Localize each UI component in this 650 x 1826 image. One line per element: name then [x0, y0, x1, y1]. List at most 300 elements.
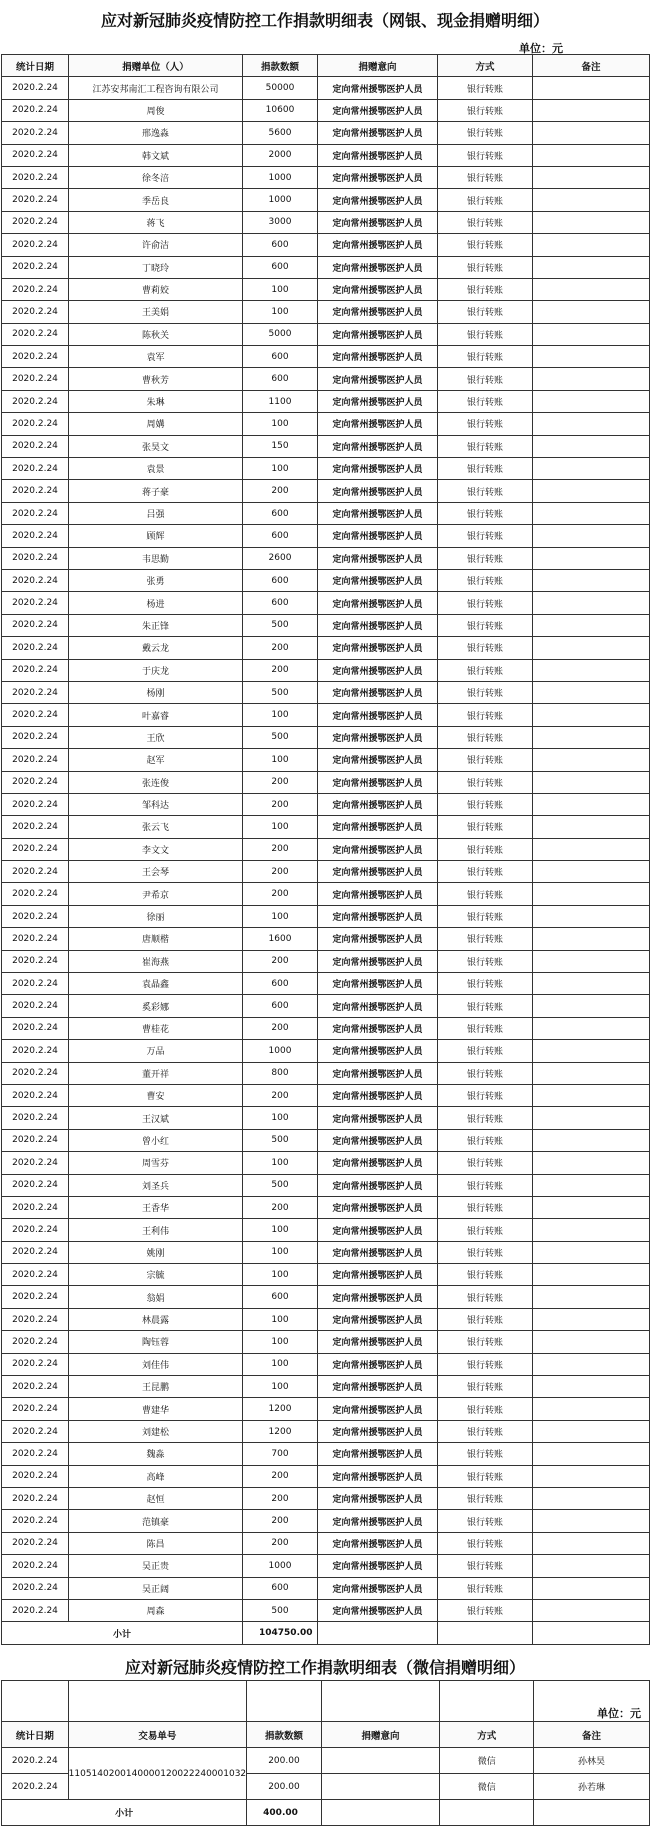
cell-intent: 定向常州援鄂医护人员 — [318, 323, 438, 345]
cell-amount: 100 — [243, 704, 318, 726]
cell-date: 2020.2.24 — [2, 368, 69, 390]
cell-donor: 王香华 — [69, 1196, 243, 1218]
cell-donor: 陈昌 — [69, 1532, 243, 1554]
cell-amount: 100 — [243, 1264, 318, 1286]
cell-date: 2020.2.24 — [2, 144, 69, 166]
table-row — [2, 1264, 650, 1286]
table-row — [2, 323, 650, 345]
cell-note — [533, 390, 650, 412]
table-row — [2, 1443, 650, 1465]
cell-date: 2020.2.24 — [2, 1241, 69, 1263]
cell-method: 银行转账 — [438, 1219, 533, 1241]
cell-date: 2020.2.24 — [2, 1398, 69, 1420]
cell-intent: 定向常州援鄂医护人员 — [318, 1577, 438, 1599]
cell-method: 银行转账 — [438, 1196, 533, 1218]
column-header: 捐赠单位（人） — [69, 55, 243, 77]
table-row — [2, 99, 650, 121]
cell-note — [533, 458, 650, 480]
cell-intent: 定向常州援鄂医护人员 — [318, 346, 438, 368]
cell-method: 银行转账 — [438, 256, 533, 278]
cell-method: 银行转账 — [438, 950, 533, 972]
table-row — [2, 861, 650, 883]
cell-amount: 50000 — [243, 77, 318, 99]
cell-method: 银行转账 — [438, 77, 533, 99]
cell-method: 银行转账 — [438, 1040, 533, 1062]
cell-method: 银行转账 — [438, 659, 533, 681]
table-row — [2, 1196, 650, 1218]
table-row — [2, 1084, 650, 1106]
cell-intent: 定向常州援鄂医护人员 — [318, 1084, 438, 1106]
cell-donor: 曹桂花 — [69, 1017, 243, 1039]
cell-intent: 定向常州援鄂医护人员 — [318, 637, 438, 659]
cell-intent: 定向常州援鄂医护人员 — [318, 1599, 438, 1621]
cell-intent: 定向常州援鄂医护人员 — [318, 1465, 438, 1487]
cell-intent: 定向常州援鄂医护人员 — [318, 122, 438, 144]
subtotal-label: 小计 — [2, 1622, 243, 1644]
cell-intent: 定向常州援鄂医护人员 — [318, 99, 438, 121]
cell-intent: 定向常州援鄂医护人员 — [318, 995, 438, 1017]
cell-note — [533, 1017, 650, 1039]
table-row — [2, 1129, 650, 1151]
table-row — [2, 614, 650, 636]
cell-note — [533, 973, 650, 995]
cell-amount: 600 — [243, 569, 318, 591]
cell-date: 2020.2.24 — [2, 525, 69, 547]
cell-note — [533, 592, 650, 614]
section1-unit: 单位：元 — [519, 42, 563, 55]
cell-intent: 定向常州援鄂医护人员 — [318, 1219, 438, 1241]
unit-row — [2, 1681, 650, 1722]
cell-method: 银行转账 — [438, 144, 533, 166]
cell-donor: 袁晶鑫 — [69, 973, 243, 995]
cell-method: 银行转账 — [438, 973, 533, 995]
cell-method: 银行转账 — [438, 883, 533, 905]
cell-method: 银行转账 — [438, 278, 533, 300]
cell-intent — [321, 1748, 440, 1774]
cell-method: 银行转账 — [438, 704, 533, 726]
cell-intent: 定向常州援鄂医护人员 — [318, 1174, 438, 1196]
cell-amount: 100 — [243, 1241, 318, 1263]
cell-date: 2020.2.24 — [2, 1084, 69, 1106]
cell-amount: 200 — [243, 838, 318, 860]
cell-date: 2020.2.24 — [2, 413, 69, 435]
cell-note — [533, 77, 650, 99]
cell-date: 2020.2.24 — [2, 793, 69, 815]
cell-note — [533, 144, 650, 166]
cell-method: 银行转账 — [438, 1420, 533, 1442]
cell-note — [533, 1129, 650, 1151]
cell-donor: 曹秋芳 — [69, 368, 243, 390]
table-row — [2, 144, 650, 166]
cell-note — [533, 346, 650, 368]
cell-donor: 林晨露 — [69, 1308, 243, 1330]
cell-method: 银行转账 — [438, 838, 533, 860]
cell-donor: 丁晓玲 — [69, 256, 243, 278]
table-row — [2, 1465, 650, 1487]
cell-amount: 200 — [243, 1488, 318, 1510]
cell-intent — [321, 1774, 440, 1800]
cell-donor: 高峰 — [69, 1465, 243, 1487]
cell-method: 银行转账 — [438, 1062, 533, 1084]
table-row — [2, 1599, 650, 1621]
cell-amount: 100 — [243, 816, 318, 838]
cell-donor: 张勇 — [69, 569, 243, 591]
cell-donor: 顾辉 — [69, 525, 243, 547]
cell-donor: 刘佳伟 — [69, 1353, 243, 1375]
cell-note — [533, 995, 650, 1017]
cell-amount: 1000 — [243, 1040, 318, 1062]
cell-date: 2020.2.24 — [2, 1152, 69, 1174]
cell-date: 2020.2.24 — [2, 704, 69, 726]
cell-intent: 定向常州援鄂医护人员 — [318, 1376, 438, 1398]
cell-date: 2020.2.24 — [2, 1129, 69, 1151]
cell-date: 2020.2.24 — [2, 1443, 69, 1465]
cell-date: 2020.2.24 — [2, 1331, 69, 1353]
cell-intent: 定向常州援鄂医护人员 — [318, 390, 438, 412]
cell-amount: 200 — [243, 480, 318, 502]
cell-amount: 600 — [243, 525, 318, 547]
cell-donor: 赵军 — [69, 749, 243, 771]
cell-donor: 吴正贵 — [69, 1555, 243, 1577]
cell-method: 银行转账 — [438, 1152, 533, 1174]
table-row — [2, 793, 650, 815]
cell-donor: 姚刚 — [69, 1241, 243, 1263]
cell-intent: 定向常州援鄂医护人员 — [318, 569, 438, 591]
cell-donor: 曾小红 — [69, 1129, 243, 1151]
cell-donor: 杨进 — [69, 592, 243, 614]
cell-intent: 定向常州援鄂医护人员 — [318, 234, 438, 256]
table-row — [2, 547, 650, 569]
cell-intent: 定向常州援鄂医护人员 — [318, 1040, 438, 1062]
cell-note — [533, 1510, 650, 1532]
table-row — [2, 1555, 650, 1577]
cell-note — [533, 726, 650, 748]
table-row — [2, 278, 650, 300]
cell-donor: 王美娟 — [69, 301, 243, 323]
table-row — [2, 1174, 650, 1196]
cell-intent: 定向常州援鄂医护人员 — [318, 368, 438, 390]
cell-amount: 5000 — [243, 323, 318, 345]
cell-date: 2020.2.24 — [2, 1264, 69, 1286]
cell-method: 银行转账 — [438, 569, 533, 591]
cell-intent: 定向常州援鄂医护人员 — [318, 256, 438, 278]
cell-intent: 定向常州援鄂医护人员 — [318, 1062, 438, 1084]
table-row — [2, 1398, 650, 1420]
cell-intent: 定向常州援鄂医护人员 — [318, 793, 438, 815]
cell-intent: 定向常州援鄂医护人员 — [318, 1152, 438, 1174]
cell-method: 银行转账 — [438, 1241, 533, 1263]
cell-donor: 韩文斌 — [69, 144, 243, 166]
cell-note — [533, 1577, 650, 1599]
table-row — [2, 1376, 650, 1398]
cell-intent: 定向常州援鄂医护人员 — [318, 278, 438, 300]
cell-note — [533, 301, 650, 323]
cell-date: 2020.2.24 — [2, 614, 69, 636]
cell-intent: 定向常州援鄂医护人员 — [318, 681, 438, 703]
cell-donor: 曹莉姣 — [69, 278, 243, 300]
cell-amount: 100 — [243, 1376, 318, 1398]
table-row — [2, 1017, 650, 1039]
cell-donor: 许俞洁 — [69, 234, 243, 256]
cell-donor: 邹科达 — [69, 793, 243, 815]
cell-amount: 100 — [243, 458, 318, 480]
cell-note — [533, 1443, 650, 1465]
cell-donor: 蒋飞 — [69, 211, 243, 233]
cell-amount: 1200 — [243, 1420, 318, 1442]
cell-donor: 徐丽 — [69, 905, 243, 927]
cell-donor: 杨刚 — [69, 681, 243, 703]
cell-note — [533, 659, 650, 681]
cell-date: 2020.2.24 — [2, 189, 69, 211]
cell-date: 2020.2.24 — [2, 928, 69, 950]
cell-note — [533, 928, 650, 950]
cell-note — [533, 637, 650, 659]
cell-amount: 1000 — [243, 166, 318, 188]
cell-date: 2020.2.24 — [2, 1577, 69, 1599]
cell-note — [533, 861, 650, 883]
cell-amount: 600 — [243, 368, 318, 390]
cell-date: 2020.2.24 — [2, 838, 69, 860]
cell-method: 银行转账 — [438, 1308, 533, 1330]
cell-method: 银行转账 — [438, 1398, 533, 1420]
cell-note — [533, 950, 650, 972]
cell-method: 银行转账 — [438, 793, 533, 815]
cell-donor: 翁娟 — [69, 1286, 243, 1308]
subtotal-value: 104750.00 — [243, 1622, 318, 1644]
table-row — [2, 704, 650, 726]
table-row — [2, 1219, 650, 1241]
table-row — [2, 1331, 650, 1353]
section2-title: 应对新冠肺炎疫情防控工作捐款明细表（微信捐赠明细） — [124, 1658, 525, 1677]
cell-date: 2020.2.24 — [2, 1174, 69, 1196]
cell-date: 2020.2.24 — [2, 1488, 69, 1510]
donation-table-wechat — [1, 1680, 650, 1826]
column-header: 统计日期 — [2, 1722, 69, 1748]
cell-note — [533, 278, 650, 300]
cell-donor: 朱正锋 — [69, 614, 243, 636]
cell-note — [533, 1420, 650, 1442]
donation-table-bank-cash — [1, 54, 650, 1645]
cell-donor: 吕强 — [69, 502, 243, 524]
cell-note — [533, 1062, 650, 1084]
cell-note — [533, 749, 650, 771]
cell-note: 孙林昊 — [534, 1748, 650, 1774]
cell-note — [533, 1040, 650, 1062]
cell-method: 银行转账 — [438, 1555, 533, 1577]
cell-donor: 袁景 — [69, 458, 243, 480]
cell-amount: 100 — [243, 749, 318, 771]
cell-amount: 200 — [243, 883, 318, 905]
cell-note — [533, 1331, 650, 1353]
cell-donor: 李文文 — [69, 838, 243, 860]
cell-amount: 2600 — [243, 547, 318, 569]
cell-date: 2020.2.24 — [2, 1510, 69, 1532]
cell-amount: 100 — [243, 1353, 318, 1375]
cell-intent: 定向常州援鄂医护人员 — [318, 838, 438, 860]
column-header: 方式 — [440, 1722, 534, 1748]
cell-donor: 万品 — [69, 1040, 243, 1062]
cell-note — [533, 547, 650, 569]
subtotal-label: 小计 — [2, 1800, 247, 1826]
cell-amount: 100 — [243, 1219, 318, 1241]
cell-amount: 800 — [243, 1062, 318, 1084]
table-row — [2, 838, 650, 860]
table-row — [2, 1353, 650, 1375]
cell-method: 银行转账 — [438, 1017, 533, 1039]
cell-donor: 张云飞 — [69, 816, 243, 838]
table-row — [2, 973, 650, 995]
cell-date: 2020.2.24 — [2, 234, 69, 256]
table-row — [2, 413, 650, 435]
cell-date: 2020.2.24 — [2, 1376, 69, 1398]
table-row — [2, 368, 650, 390]
cell-note — [533, 1219, 650, 1241]
cell-date: 2020.2.24 — [2, 1040, 69, 1062]
cell-amount: 100 — [243, 1152, 318, 1174]
cell-transaction-no: 1105140200140000120022240001032 — [68, 1748, 247, 1800]
cell-method: 银行转账 — [438, 1353, 533, 1375]
cell-intent: 定向常州援鄂医护人员 — [318, 211, 438, 233]
cell-intent: 定向常州援鄂医护人员 — [318, 435, 438, 457]
cell-method: 银行转账 — [438, 1577, 533, 1599]
cell-intent: 定向常州援鄂医护人员 — [318, 1129, 438, 1151]
table-row — [2, 681, 650, 703]
cell-date: 2020.2.24 — [2, 1420, 69, 1442]
cell-note — [533, 189, 650, 211]
cell-note — [533, 1488, 650, 1510]
cell-intent: 定向常州援鄂医护人员 — [318, 1398, 438, 1420]
cell-donor: 邢逸淼 — [69, 122, 243, 144]
cell-note — [533, 256, 650, 278]
cell-donor: 崔海燕 — [69, 950, 243, 972]
cell-intent: 定向常州援鄂医护人员 — [318, 1331, 438, 1353]
cell-date: 2020.2.24 — [2, 278, 69, 300]
cell-amount: 1100 — [243, 390, 318, 412]
cell-intent: 定向常州援鄂医护人员 — [318, 1264, 438, 1286]
cell-date: 2020.2.24 — [2, 1219, 69, 1241]
cell-method: 银行转账 — [438, 1331, 533, 1353]
cell-note: 孙若琳 — [534, 1774, 650, 1800]
table-row — [2, 1577, 650, 1599]
table-row — [2, 569, 650, 591]
cell-amount: 500 — [243, 1599, 318, 1621]
table-row — [2, 592, 650, 614]
cell-intent: 定向常州援鄂医护人员 — [318, 1286, 438, 1308]
cell-date: 2020.2.24 — [2, 816, 69, 838]
cell-donor: 周俊 — [69, 99, 243, 121]
cell-method: 银行转账 — [438, 749, 533, 771]
table-row — [2, 726, 650, 748]
cell-method: 微信 — [440, 1774, 534, 1800]
cell-method: 银行转账 — [438, 211, 533, 233]
cell-note — [533, 502, 650, 524]
cell-method: 银行转账 — [438, 1465, 533, 1487]
cell-method: 银行转账 — [438, 995, 533, 1017]
table-row — [2, 256, 650, 278]
cell-method: 银行转账 — [438, 390, 533, 412]
cell-intent: 定向常州援鄂医护人员 — [318, 1017, 438, 1039]
cell-intent: 定向常州援鄂医护人员 — [318, 1510, 438, 1532]
cell-donor: 王汉斌 — [69, 1107, 243, 1129]
table-row — [2, 166, 650, 188]
cell-amount: 1000 — [243, 1555, 318, 1577]
cell-date: 2020.2.24 — [2, 995, 69, 1017]
cell-amount: 200 — [243, 659, 318, 681]
cell-amount: 600 — [243, 502, 318, 524]
cell-amount: 2000 — [243, 144, 318, 166]
cell-donor: 王利伟 — [69, 1219, 243, 1241]
cell-amount: 1600 — [243, 928, 318, 950]
cell-amount: 500 — [243, 1174, 318, 1196]
cell-intent: 定向常州援鄂医护人员 — [318, 659, 438, 681]
cell-intent: 定向常州援鄂医护人员 — [318, 1420, 438, 1442]
table-row — [2, 816, 650, 838]
cell-amount: 600 — [243, 973, 318, 995]
table-row — [2, 928, 650, 950]
cell-intent: 定向常州援鄂医护人员 — [318, 480, 438, 502]
cell-method: 银行转账 — [438, 1532, 533, 1554]
cell-date: 2020.2.24 — [2, 1308, 69, 1330]
cell-method: 银行转账 — [438, 726, 533, 748]
cell-date: 2020.2.24 — [2, 77, 69, 99]
column-header: 捐款数额 — [243, 55, 318, 77]
cell-donor: 魏淼 — [69, 1443, 243, 1465]
cell-donor: 季岳良 — [69, 189, 243, 211]
cell-method: 银行转账 — [438, 614, 533, 636]
cell-date: 2020.2.24 — [2, 905, 69, 927]
cell-note — [533, 1196, 650, 1218]
cell-note — [533, 122, 650, 144]
cell-amount: 200.00 — [247, 1748, 322, 1774]
cell-intent: 定向常州援鄂医护人员 — [318, 861, 438, 883]
cell-donor: 徐冬涪 — [69, 166, 243, 188]
cell-date: 2020.2.24 — [2, 346, 69, 368]
cell-date: 2020.2.24 — [2, 861, 69, 883]
cell-date: 2020.2.24 — [2, 256, 69, 278]
cell-date: 2020.2.24 — [2, 749, 69, 771]
cell-intent: 定向常州援鄂医护人员 — [318, 973, 438, 995]
cell-amount: 500 — [243, 1129, 318, 1151]
cell-method: 银行转账 — [438, 525, 533, 547]
cell-note — [533, 368, 650, 390]
section2-unit: 单位：元 — [534, 1681, 650, 1722]
table-row — [2, 1241, 650, 1263]
table-row — [2, 1532, 650, 1554]
subtotal-row — [2, 1800, 650, 1826]
table-row — [2, 771, 650, 793]
column-header: 捐款数额 — [247, 1722, 322, 1748]
cell-date: 2020.2.24 — [2, 502, 69, 524]
cell-date: 2020.2.24 — [2, 122, 69, 144]
cell-intent: 定向常州援鄂医护人员 — [318, 771, 438, 793]
cell-method: 银行转账 — [438, 346, 533, 368]
cell-method: 银行转账 — [438, 861, 533, 883]
cell-note — [533, 1241, 650, 1263]
cell-amount: 200 — [243, 1196, 318, 1218]
cell-donor: 宗毓 — [69, 1264, 243, 1286]
cell-method: 银行转账 — [438, 413, 533, 435]
cell-note — [533, 681, 650, 703]
cell-method: 银行转账 — [438, 368, 533, 390]
table-row — [2, 234, 650, 256]
cell-amount: 100 — [243, 413, 318, 435]
cell-amount: 600 — [243, 995, 318, 1017]
table-row — [2, 749, 650, 771]
cell-amount: 5600 — [243, 122, 318, 144]
cell-method: 银行转账 — [438, 189, 533, 211]
cell-method: 银行转账 — [438, 1599, 533, 1621]
table-row — [2, 525, 650, 547]
